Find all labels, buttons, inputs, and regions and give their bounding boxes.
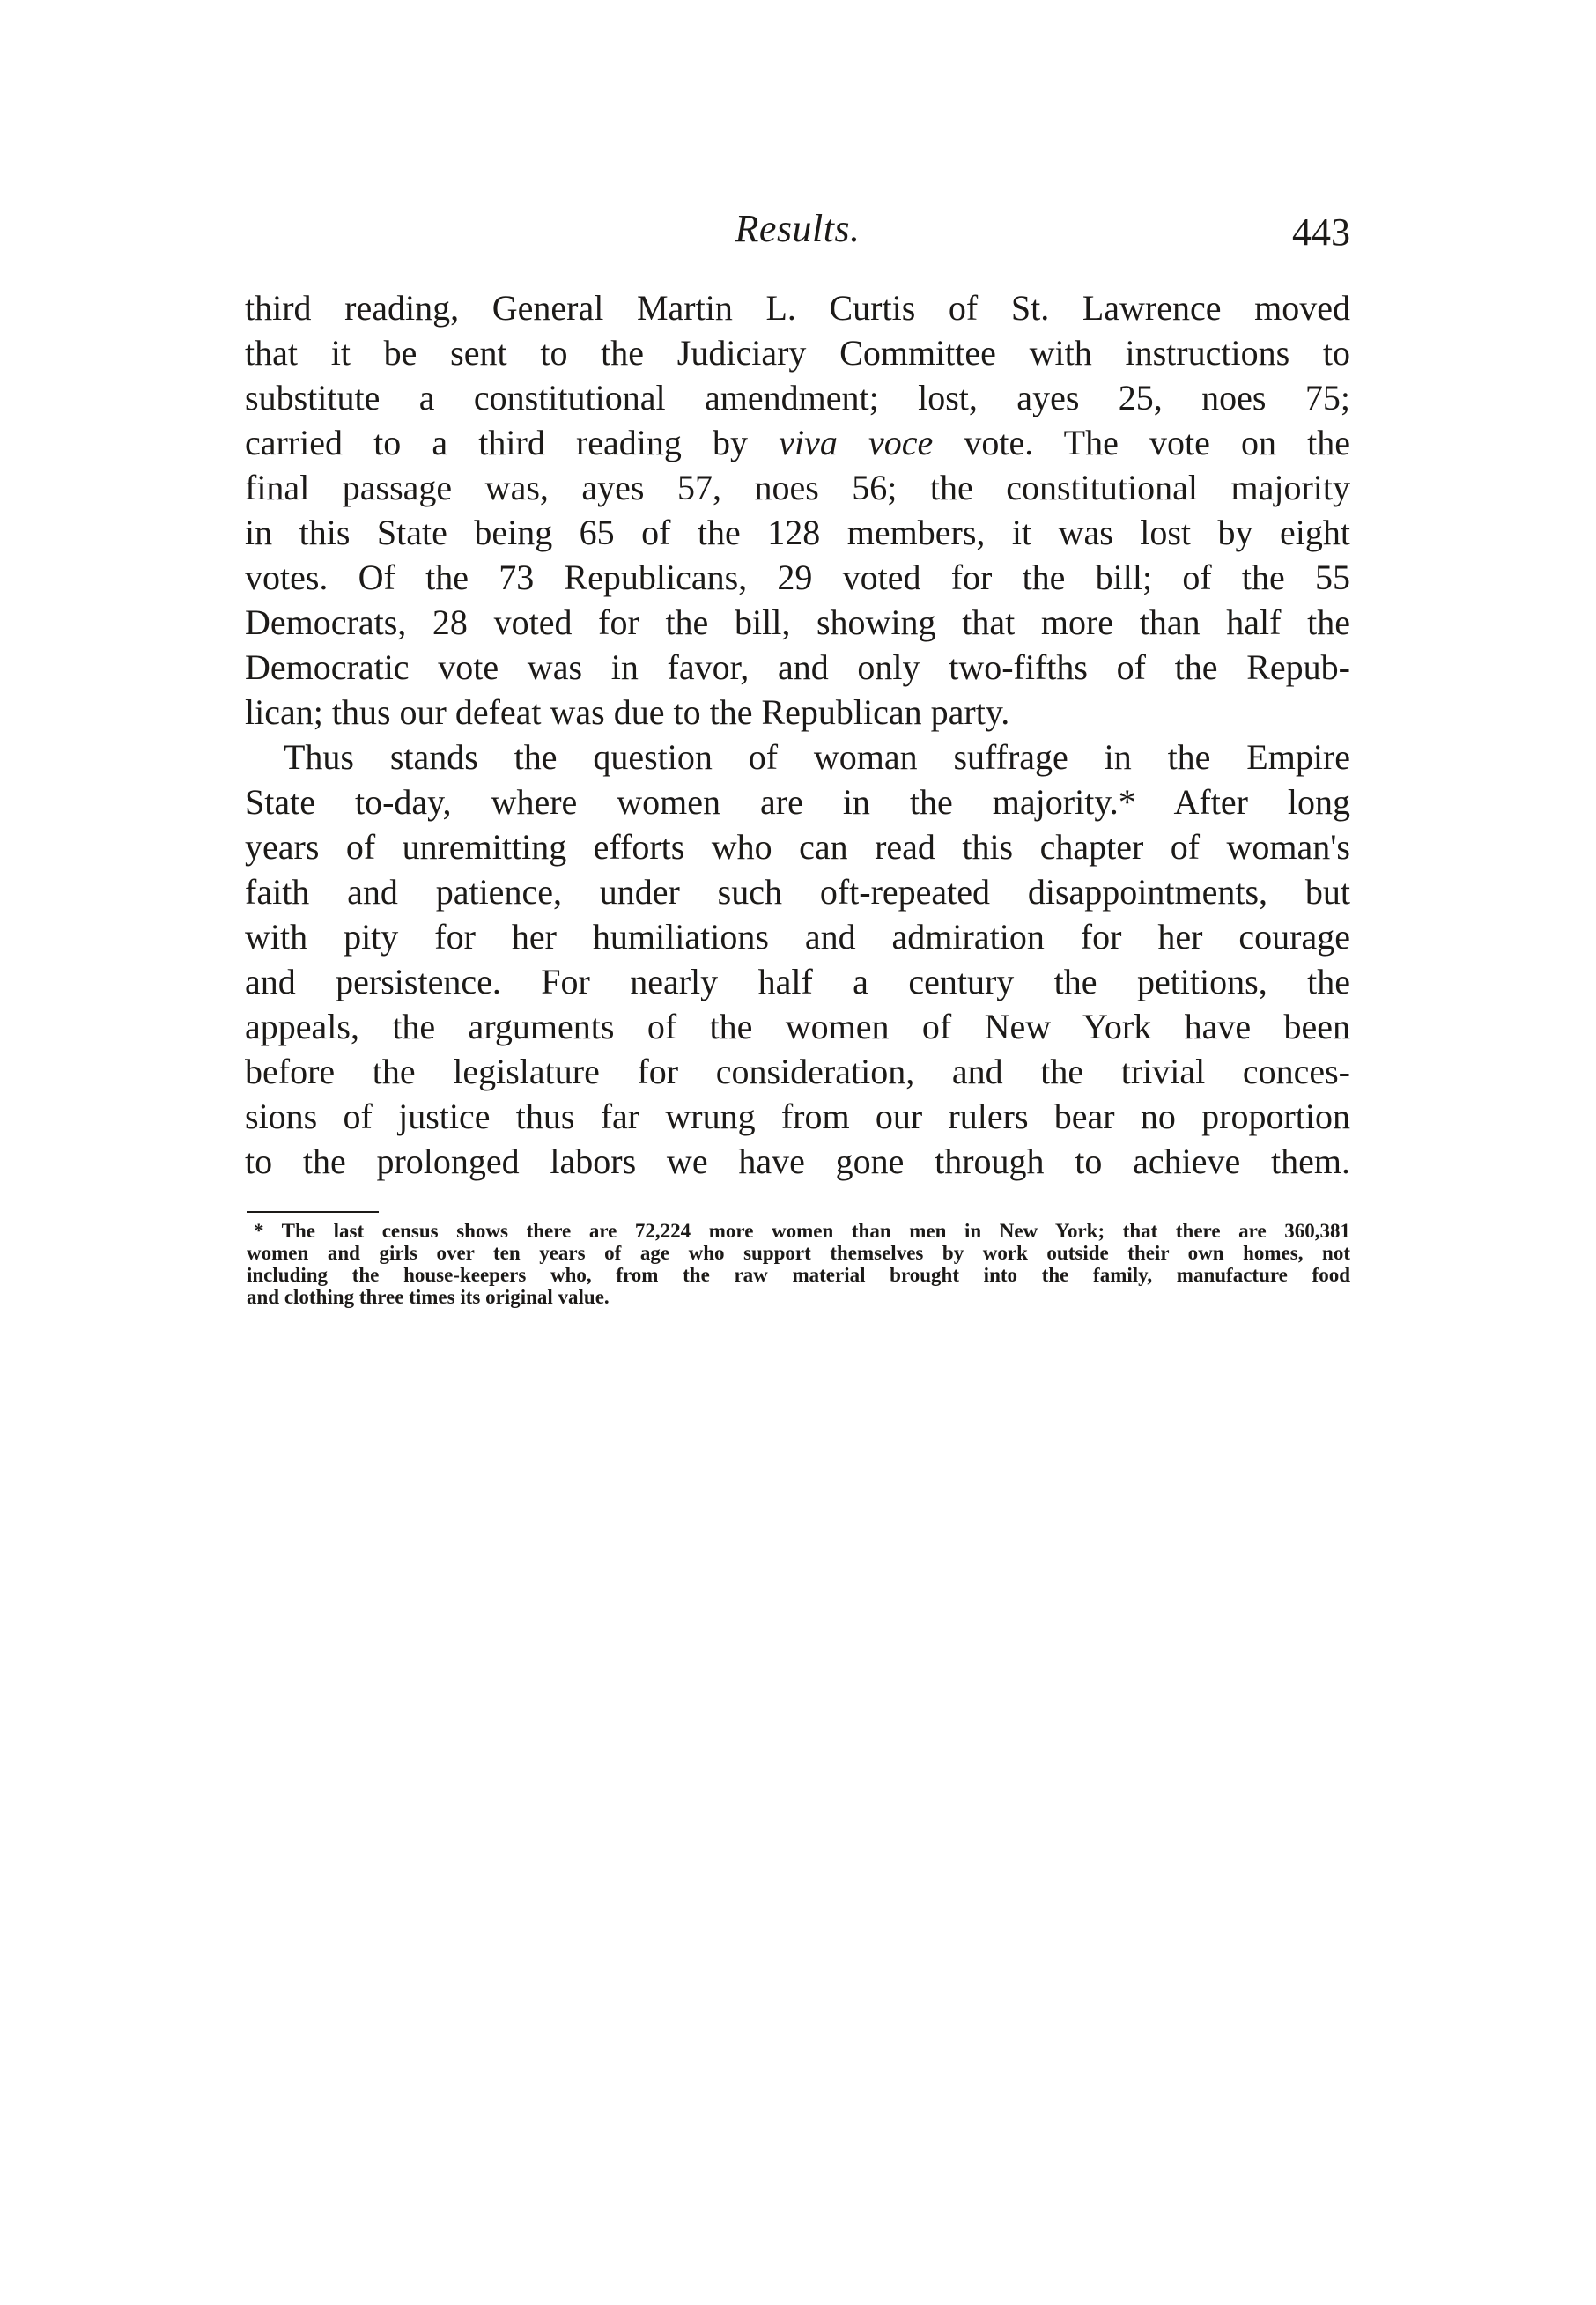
- text-line: to the prolonged labors we have gone through to achieve them.: [245, 1141, 1350, 1181]
- text-line: votes. Of the 73 Republicans, 29 voted for the bill; of the 55: [245, 558, 1350, 597]
- text-line: years of unremitting efforts who can read this chapter of woman's: [245, 827, 1350, 867]
- page-number: 443: [1292, 211, 1350, 254]
- footnote-line: women and girls over ten years of age who support themselves by work outside their own homes, not: [247, 1242, 1350, 1264]
- text-segment: vote. The vote on the: [933, 423, 1350, 462]
- text-segment: carried to a third reading by: [245, 423, 780, 462]
- text-line: third reading, General Martin L. Curtis of St. Lawrence moved: [245, 288, 1350, 328]
- footnote-line: * The last census shows there are 72,224 more women than men in New York; that there are 360,381: [254, 1220, 1350, 1242]
- footnote-line: and clothing three times its original value.: [247, 1286, 610, 1308]
- text-line: in this State being 65 of the 128 members, it was lost by eight: [245, 513, 1350, 552]
- text-line: sions of justice thus far wrung from our rulers bear no proportion: [245, 1097, 1350, 1136]
- text-line: final passage was, ayes 57, noes 56; the constitutional majority: [245, 468, 1350, 507]
- text-line: before the legislature for consideration, and the trivial conces-: [245, 1052, 1350, 1091]
- text-line: Democratic vote was in favor, and only two-fifths of the Repub-: [245, 647, 1350, 687]
- text-line: and persistence. For nearly half a century the petitions, the: [245, 962, 1350, 1001]
- footnote-divider: [247, 1211, 379, 1213]
- body-text: [245, 285, 1350, 1184]
- text-line: appeals, the arguments of the women of New York have been: [245, 1007, 1350, 1046]
- paragraph-first-line: Thus stands the question of woman suffrage in the Empire: [284, 737, 1350, 777]
- italic-phrase: viva voce: [779, 423, 934, 462]
- footnote: [247, 1220, 1350, 1308]
- text-line: Democrats, 28 voted for the bill, showing that more than half the: [245, 602, 1350, 642]
- text-line: that it be sent to the Judiciary Committee with instructions to: [245, 333, 1350, 373]
- footnote-line: including the house-keepers who, from the raw material brought into the family, manufacture food: [247, 1264, 1350, 1286]
- text-line: substitute a constitutional amendment; lost, ayes 25, noes 75;: [245, 378, 1350, 417]
- text-line: State to-day, where women are in the majority.* After long: [245, 782, 1350, 822]
- running-head: [245, 201, 1350, 257]
- text-line: with pity for her humiliations and admiration for her courage: [245, 917, 1350, 957]
- running-title: Results.: [735, 207, 861, 250]
- text-line: lican; thus our defeat was due to the Republican party.: [245, 692, 1010, 732]
- text-line-with-italic: [245, 420, 1350, 465]
- text-line: faith and patience, under such oft-repeated disappointments, but: [245, 872, 1350, 912]
